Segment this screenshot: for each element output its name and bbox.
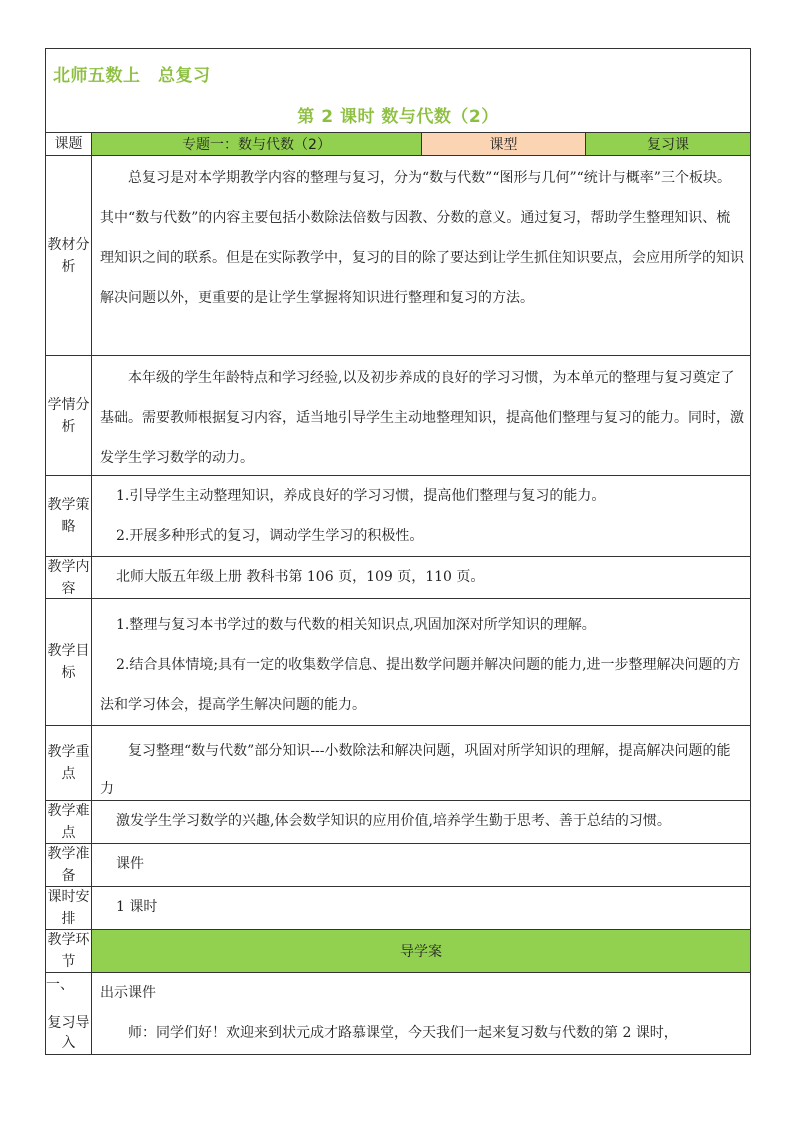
review-intro-label bbox=[46, 973, 92, 1054]
intro-step-title: 复习导入 bbox=[47, 1015, 90, 1051]
teaching-strategy-row bbox=[46, 476, 750, 557]
key-points-text: 复习整理“数与代数”部分知识---小数除法和解决问题，巩固对所学知识的理解，提高解决问题的能力 bbox=[100, 743, 731, 797]
teaching-content-text: 北师大版五年级上册 教科书第 106 页，109 页，110 页。 bbox=[116, 569, 485, 585]
material-analysis-text: 总复习是对本学期教学内容的整理与复习，分为“数与代数”“图形与几何”“统计与概率”三个板块。其中“数与代数”的内容主要包括小数除法倍数与因教、分数的意义。通过复习，帮助学生整理知识、梳理知识之间的联系。但是在实际教学中，复习的目的除了要达到让学生抓住知识要点，会应用所学的知识解决问题以外，更重要的是让学生掌握将知识进行整理和复习的方法。 bbox=[100, 170, 744, 306]
schedule-text: 1 课时 bbox=[116, 899, 158, 915]
lesson-type-label: 课型 bbox=[422, 133, 586, 155]
procedure-row bbox=[46, 930, 750, 973]
intro-line-1: 出示课件 bbox=[100, 985, 156, 1001]
material-analysis-label: 教材分析 bbox=[46, 156, 92, 355]
series-title: 北师五数上 总复习 bbox=[53, 66, 211, 86]
teaching-content-row bbox=[46, 557, 750, 599]
preparation-row bbox=[46, 844, 750, 887]
preparation-label: 教学准备 bbox=[46, 844, 92, 886]
topic-label: 课题 bbox=[46, 133, 92, 155]
teaching-strategy-label: 教学策略 bbox=[46, 476, 92, 556]
material-analysis-row bbox=[46, 156, 750, 356]
teaching-goals-row bbox=[46, 599, 750, 726]
schedule-row bbox=[46, 887, 750, 930]
topic-value: 专题一：数与代数（2） bbox=[92, 133, 422, 155]
preparation-text: 课件 bbox=[116, 856, 144, 872]
difficulties-label: 教学难点 bbox=[46, 801, 92, 843]
lesson-plan-table bbox=[45, 48, 751, 1055]
intro-step-number: 一、 bbox=[46, 977, 74, 993]
review-intro-row bbox=[46, 973, 750, 1054]
lesson-type-value: 复习课 bbox=[586, 133, 750, 155]
lesson-title: 第 2 课时 数与代数（2） bbox=[297, 107, 499, 127]
schedule-label: 课时安排 bbox=[46, 887, 92, 929]
goal-item-1: 1.整理与复习本书学过的数与代数的相关知识点,巩固加深对所学知识的理解。 bbox=[116, 617, 596, 633]
student-analysis-text: 本年级的学生年龄特点和学习经验,以及初步养成的良好的学习习惯，为本单元的整理与复习奠定了基础。需要教师根据复习内容，适当地引导学生主动地整理知识，提高他们整理与复习的能力。同时，激发学生学习数学的动力。 bbox=[100, 370, 744, 466]
guide-plan-heading: 导学案 bbox=[400, 944, 442, 960]
student-analysis-label: 学情分析 bbox=[46, 356, 92, 475]
difficulties-text: 激发学生学习数学的兴趣,体会数学知识的应用价值,培养学生勤于思考、善于总结的习惯。 bbox=[116, 813, 671, 829]
student-analysis-row bbox=[46, 356, 750, 476]
teaching-goals-label: 教学目标 bbox=[46, 599, 92, 725]
procedure-label: 教学环节 bbox=[46, 930, 92, 972]
title-block bbox=[46, 49, 750, 133]
teaching-content-label: 教学内容 bbox=[46, 557, 92, 598]
goal-item-2: 2.结合具体情境;具有一定的收集数学信息、提出数学问题并解决问题的能力,进一步整理解决问题的方法和学习体会，提高学生解决问题的能力。 bbox=[100, 657, 741, 713]
key-points-label: 教学重点 bbox=[46, 726, 92, 800]
strategy-item-1: 1.引导学生主动整理知识，养成良好的学习习惯，提高他们整理与复习的能力。 bbox=[116, 488, 606, 504]
key-points-row bbox=[46, 726, 750, 801]
topic-row bbox=[46, 133, 750, 156]
strategy-item-2: 2.开展多种形式的复习，调动学生学习的积极性。 bbox=[116, 528, 424, 544]
difficulties-row bbox=[46, 801, 750, 844]
intro-line-2: 师：同学们好！欢迎来到状元成才路慕课堂，今天我们一起来复习数与代数的第 2 课时， bbox=[128, 1025, 678, 1041]
